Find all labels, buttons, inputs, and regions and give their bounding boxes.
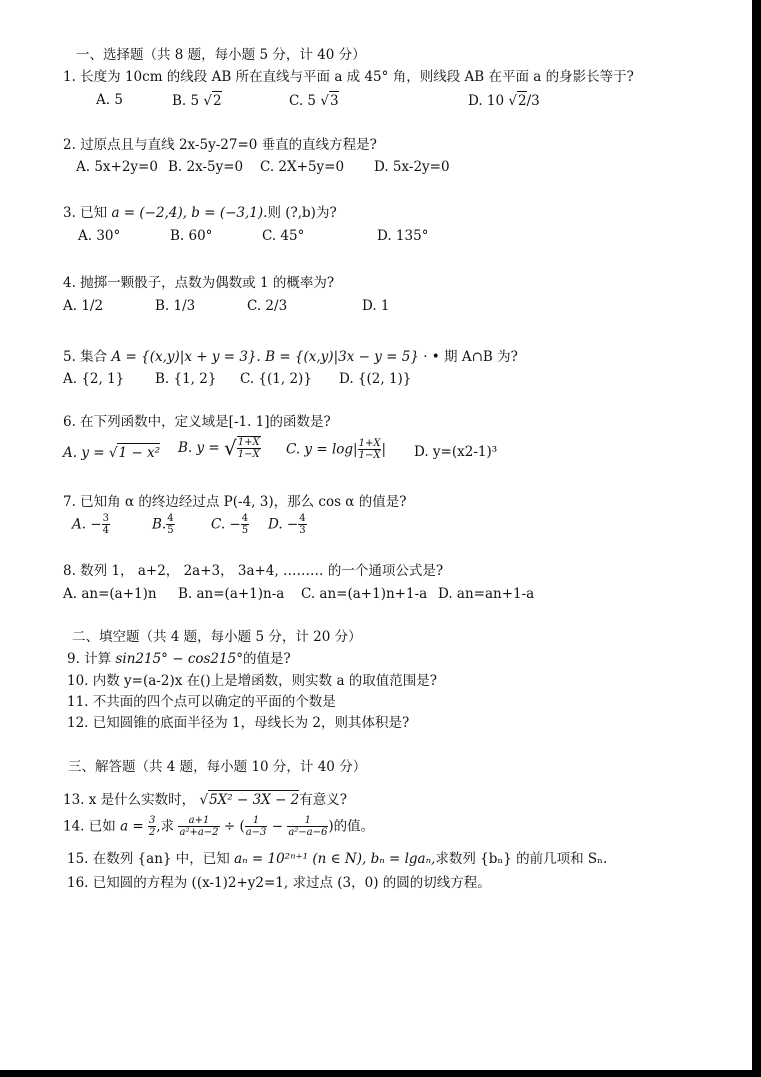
- q2-option-c: C. 2X+5y=0: [260, 159, 345, 175]
- q5-option-a: A. {2, 1}: [63, 371, 125, 387]
- section-3-heading: 三、解答题（共 4 题，每小题 10 分，计 40 分）: [68, 759, 367, 775]
- q6-option-d: D. y=(x2-1)³: [414, 444, 498, 460]
- question-16: 16. 已知圆的方程为 ((x-1)2+y2=1, 求过点 (3，0) 的圆的切线方程。: [67, 875, 491, 891]
- q4-option-d: D. 1: [362, 298, 390, 314]
- page-right-border: [752, 0, 761, 1077]
- question-13: 13. x 是什么实数时， √5X² − 3X − 2有意义?: [63, 792, 348, 808]
- q6-option-a: A. y = √1 − x²: [63, 445, 160, 461]
- q2-option-b: B. 2x-5y=0: [168, 159, 244, 175]
- question-4: 4. 抛掷一颗骰子，点数为偶数或 1 的概率为?: [63, 275, 335, 291]
- q1-option-d: D. 10 √2/3: [468, 93, 540, 109]
- q3-option-a: A. 30°: [78, 228, 121, 244]
- question-7: 7. 已知角 α 的终边经过点 P(-4, 3)，那么 cos α 的值是?: [63, 494, 407, 510]
- q1-option-a: A. 5: [96, 92, 123, 108]
- q2-option-d: D. 5x-2y=0: [374, 159, 450, 175]
- q7-option-c: C. − $\frac{4}{5}$: [211, 513, 249, 536]
- q4-option-c: C. 2/3: [247, 298, 288, 314]
- question-14: 14. 已如 a = $\frac{3}{2}$ ,求 $\frac{a+1}{\text{a²+a−2}}$ ÷ ( $\frac{1}{a-3}$ − $\frac{1}{\text{a²−a−6}}$ )的值。: [63, 815, 375, 838]
- question-1: 1. 长度为 10cm 的线段 AB 所在直线与平面 a 成 45° 角，则线段 AB 在平面 a 的身影长等于?: [63, 69, 634, 85]
- q8-option-d: D. an=an+1-a: [438, 586, 535, 602]
- question-10: 10. 内数 y=(a-2)x 在()上是增函数，则实数 a 的取值范围是?: [67, 673, 438, 689]
- q8-option-b: B. an=(a+1)n-a: [178, 586, 285, 602]
- question-2: 2. 过原点且与直线 2x-5y-27=0 垂直的直线方程是?: [63, 137, 377, 153]
- q5-option-d: D. {(2, 1)}: [339, 371, 412, 387]
- question-3: 3. 已知 a = (−2,4), b = (−3,1).则 (?,b)为?: [63, 205, 337, 221]
- q4-option-b: B. 1/3: [155, 298, 196, 314]
- question-9: 9. 计算 sin215° − cos215°的值是?: [67, 651, 291, 667]
- question-12: 12. 已知圆锥的底面半径为 1，母线长为 2，则其体积是?: [67, 715, 410, 731]
- q1-option-c: C. 5 √3: [289, 93, 339, 109]
- q2-option-a: A. 5x+2y=0: [76, 159, 158, 175]
- q5-option-c: C. {(1, 2)}: [240, 371, 312, 387]
- q7-option-b: B. $\frac{4}{5}$: [152, 513, 174, 536]
- q7-option-a: A. − $\frac{3}{4}$: [72, 513, 110, 536]
- q3-option-c: C. 45°: [262, 228, 305, 244]
- question-11: 11. 不共面的四个点可以确定的平面的个数是: [67, 694, 336, 710]
- q8-option-c: C. an=(a+1)n+1-a: [301, 586, 428, 602]
- question-15: 15. 在数列 {an} 中，已知 aₙ = 10²ⁿ⁺¹ (n ∈ N), bₙ = lgaₙ,求数列 {bₙ} 的前几项和 Sₙ.: [67, 851, 608, 867]
- q1-option-b: B. 5 √2: [172, 93, 222, 109]
- question-5: 5. 集合 A = {(x,y)|x + y = 3}. B = {(x,y)|3x − y = 5} · • 期 A∩B 为?: [63, 349, 518, 365]
- q7-option-d: D. − $\frac{4}{3}$: [268, 513, 306, 536]
- q5-option-b: B. {1, 2}: [155, 371, 217, 387]
- q6-option-c: C. y = log| $\frac{1+X}{1-X}$ |: [286, 438, 387, 461]
- question-6: 6. 在下列函数中，定义域是[-1. 1]的函数是?: [63, 414, 331, 430]
- q6-option-b: B. y = √ $\frac{1+X}{1-X}$: [178, 436, 260, 460]
- q3-option-d: D. 135°: [377, 228, 429, 244]
- q8-option-a: A. an=(a+1)n: [63, 586, 157, 602]
- q4-option-a: A. 1/2: [63, 298, 104, 314]
- page-bottom-border: [0, 1070, 761, 1077]
- question-8: 8. 数列 1， a+2， 2a+3， 3a+4, ……… 的一个通项公式是?: [63, 563, 444, 579]
- section-1-heading: 一、选择题（共 8 题，每小题 5 分，计 40 分）: [76, 47, 366, 63]
- section-2-heading: 二、填空题（共 4 题，每小题 5 分，计 20 分）: [72, 629, 362, 645]
- q3-option-b: B. 60°: [170, 228, 213, 244]
